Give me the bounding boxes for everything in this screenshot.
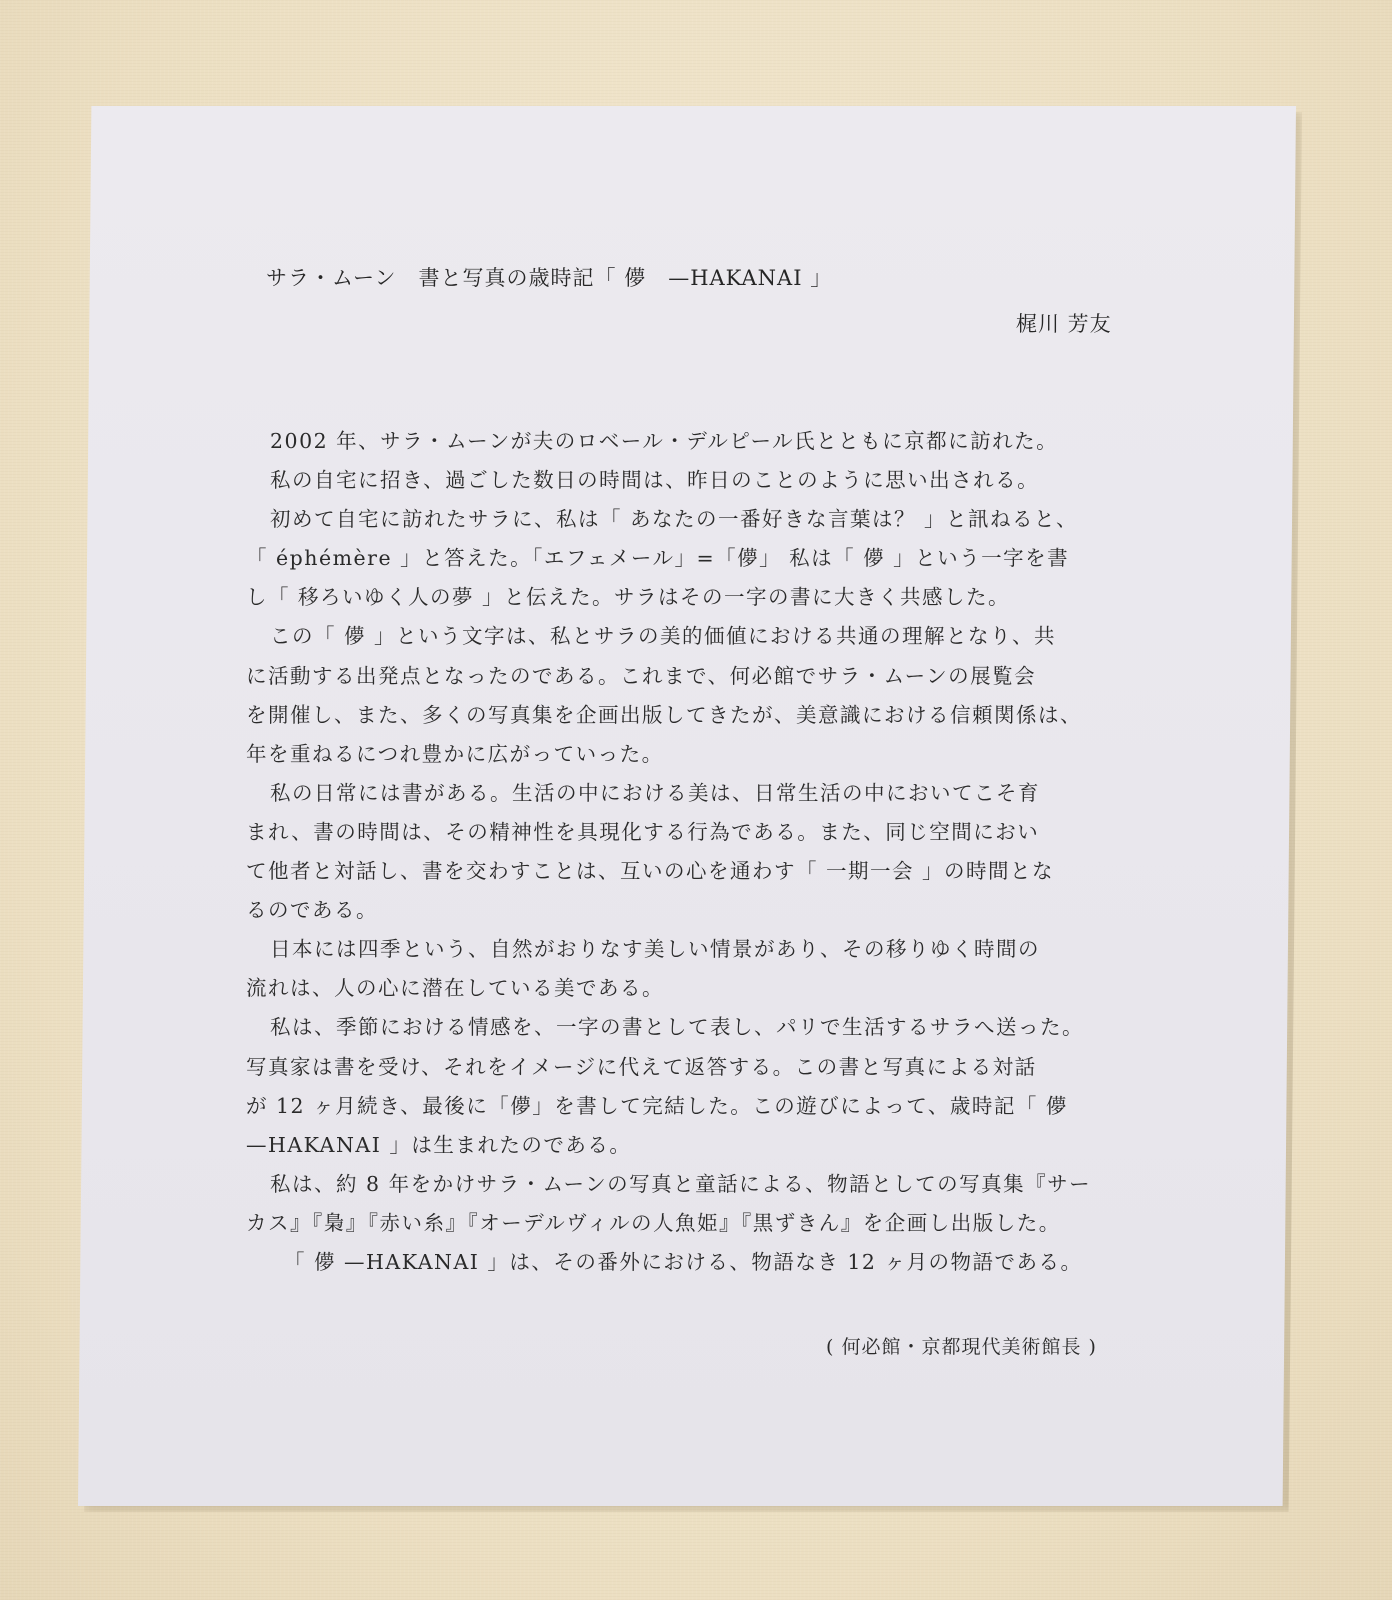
body-line: 私は、約 8 年をかけサラ・ムーンの写真と童話による、物語としての写真集『サー — [270, 1171, 1092, 1196]
body-line: 2002 年、サラ・ムーンが夫のロベール・デルピール氏とともに京都に訪れた。 — [270, 429, 1059, 453]
body-line: 「 儚 —HAKANAI 」は、その番外における、物語なき 12 ヶ月の物語である。 — [284, 1249, 1083, 1274]
body-line: まれ、書の時間は、その精神性を具現化する行為である。また、同じ空間におい — [246, 819, 1040, 844]
body-line: 初めて自宅に訪れたサラに、私は「 あなたの一番好きな言葉は？ 」と訊ねると、 — [270, 507, 1079, 532]
body-line: 日本には四季という、自然がおりなす美しい情景があり、その移りゆく時間の — [270, 937, 1040, 962]
body-line: を開催し、また、多くの写真集を企画出版してきたが、美意識における信頼関係は、 — [246, 702, 1082, 727]
panel-title: サラ・ムーン 書と写真の歳時記「 儚 —HAKANAI 」 — [266, 266, 833, 290]
body-line: 私の自宅に招き、過ごした数日の時間は、昨日のことのように思い出される。 — [270, 468, 1040, 493]
author-affiliation: ( 何必館・京都現代美術館長 ) — [826, 1336, 1097, 1358]
body-line: るのである。 — [246, 898, 378, 923]
body-line: 写真家は書を受け、それをイメージに代えて返答する。この書と写真による対話 — [246, 1054, 1037, 1079]
body-line: 私は、季節における情感を、一字の書として表し、パリで生活するサラへ送った。 — [270, 1015, 1084, 1040]
body-text — [246, 422, 1146, 1282]
body-line: 流れは、人の心に潜在している美である。 — [246, 976, 664, 1001]
author-name: 梶川 芳友 — [1016, 312, 1112, 336]
body-line: し「 移ろいゆく人の夢 」と伝えた。サラはその一字の書に大きく共感した。 — [246, 585, 1011, 610]
body-line: カス』『梟』『赤い糸』『オーデルヴィルの人魚姫』『黒ずきん』を企画し出版した。 — [246, 1210, 1061, 1235]
body-line: この「 儚 」という文字は、私とサラの美的価値における共通の理解となり、共 — [270, 624, 1057, 649]
body-line: —HAKANAI 」は生まれたのである。 — [246, 1132, 632, 1157]
body-line: 年を重ねるにつれ豊かに広がっていった。 — [246, 741, 664, 766]
body-line: 「 éphémère 」と答えた。「エフェメール」=「儚」 私は「 儚 」という一字を書 — [246, 546, 1070, 571]
body-line: て他者と対話し、書を交わすことは、互いの心を通わす「 一期一会 」の時間とな — [246, 859, 1055, 884]
body-line: 私の日常には書がある。生活の中における美は、日常生活の中においてこそ育 — [270, 780, 1040, 805]
body-line: に活動する出発点となったのである。これまで、何必館でサラ・ムーンの展覧会 — [246, 663, 1037, 688]
body-line: が 12 ヶ月続き、最後に「儚」を書して完結した。この遊びによって、歳時記「 儚 — [246, 1093, 1068, 1118]
